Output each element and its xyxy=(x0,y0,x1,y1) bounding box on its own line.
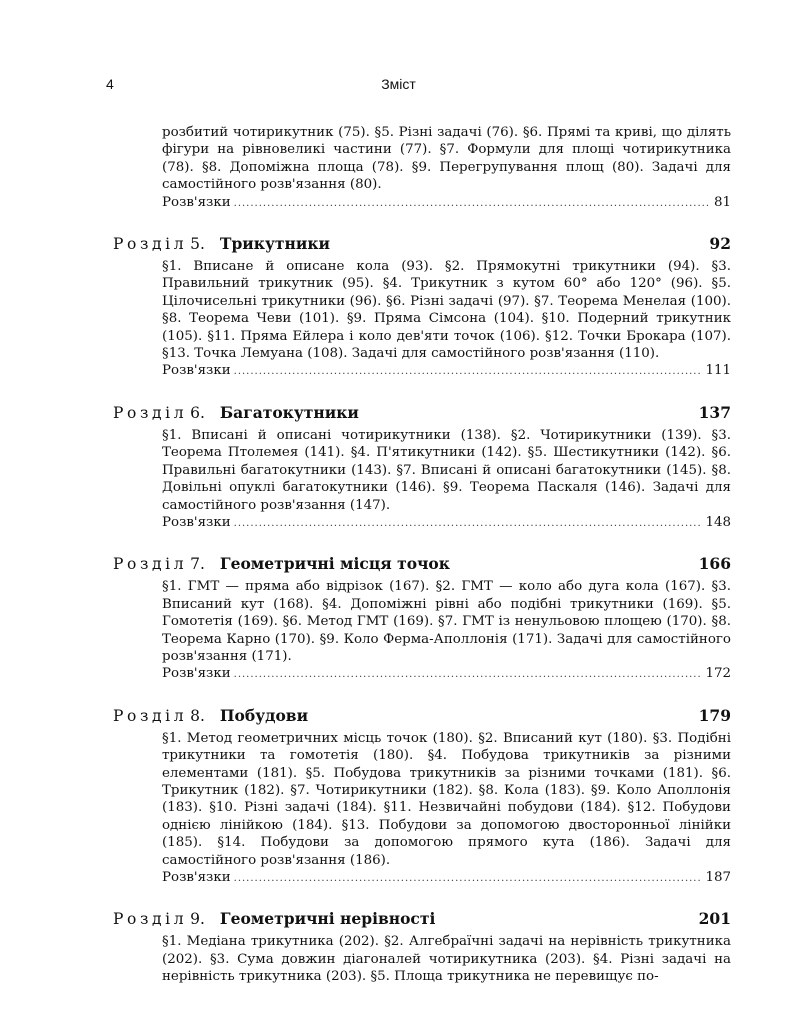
chapter-number: 9. xyxy=(190,910,205,929)
chapter-title: Геометричні нерівності xyxy=(219,909,436,929)
solutions-page: 172 xyxy=(705,666,731,682)
running-title: Зміст xyxy=(381,76,416,92)
chapter-number: 5. xyxy=(190,235,205,254)
chapter-8 xyxy=(113,706,731,888)
dot-leader xyxy=(234,195,711,212)
chapter-6 xyxy=(113,403,731,532)
chapter-heading xyxy=(113,403,731,427)
dot-leader xyxy=(234,363,703,380)
chapter-number: 6. xyxy=(190,403,205,422)
chapter-number: 7. xyxy=(190,555,205,574)
chapter-7 xyxy=(113,554,731,683)
solutions-label: Розв'язки xyxy=(162,666,231,682)
chapter-sections: §1. ГМТ — пряма або відрізок (167). §2. ГМТ — коло або дуга кола (167). §3. Вписаний кут (168). §4. Допоміжні рівні або подібні трикутники (169). §5. Гомотетія (169). §6. Метод ГМТ (169). §7. ГМТ із ненульовою площею (170). §8. Теорема Карно (170). §9. Коло Ферма-Аполлонія (171). Задачі для самостійного розв'язання (171). xyxy=(162,579,731,664)
chapter-title: Багатокутники xyxy=(219,402,359,422)
dot-leader xyxy=(234,870,703,887)
chapter-page: 137 xyxy=(698,402,731,422)
solutions-page: 111 xyxy=(705,363,731,379)
solutions-entry xyxy=(162,869,731,887)
chapter-title: Трикутники xyxy=(219,234,331,254)
chapter-word: Розділ xyxy=(113,555,188,574)
chapter-word: Розділ xyxy=(113,706,188,725)
chapter-sections: §1. Вписані й описані чотирикутники (138). §2. Чотирикутники (139). §3. Теорема Птолемея (141). §4. П'ятикутники (142). §5. Шестикутники (142). §6. Правильні багатокутники (143). §7. Вписані й описані багатокутники (145). §8. Довільні опуклі багатокутники (146). §9. Теорема Паскаля (146). Задачі для самостійного розв'язання (147). xyxy=(162,427,731,513)
chapter-heading xyxy=(113,706,731,730)
solutions-label: Розв'язки xyxy=(162,870,231,885)
solutions-entry xyxy=(162,362,731,380)
chapter-heading xyxy=(113,234,731,258)
page-number: 4 xyxy=(106,76,114,92)
chapter-word: Розділ xyxy=(113,910,188,929)
chapter-page: 166 xyxy=(698,554,731,574)
solutions-page: 187 xyxy=(705,870,731,885)
chapter-page: 201 xyxy=(698,909,731,929)
chapter-sections: §1. Вписане й описане кола (93). §2. Прямокутні трикутники (94). §3. Правильний трикутник (95). §4. Трикутник з кутом 60° або 120° (96). §5. Цілочисельні трикутники (96). §6. Різні задачі (97). §7. Теорема Менелая (100). §8. Теорема Чеви (101). §9. Пряма Сімсона (104). §10. Подерний трикутник (105). §11. Пряма Ейлера і коло дев'яти точок (106). §12. Точки Брокара (107). §13. Точка Лемуана (108). Задачі для самостійного розв'язання (110). xyxy=(162,259,731,362)
chapter-sections: §1. Метод геометричних місць точок (180). §2. Вписаний кут (180). §3. Подібні трикутники та гомотетія (180). §4. Побудова трикутників за різними елементами (181). §5. Побудова трикутників за різними точками (181). §6. Трикутник (182). §7. Чотирикутники (182). §8. Кола (183). §9. Коло Аполлонія (183). §10. Різні задачі (184). §11. Незвичайні побудови (184). §12. Побудови однією лінійкою (184). §13. Побудови за допомогою двосторонньої лінійки (185). §14. Побудови за допомогою прямого кута (186). Задачі для самостійного розв'язання (186). xyxy=(162,730,731,868)
chapter-title: Геометричні місця точок xyxy=(219,554,450,574)
chapter-word: Розділ xyxy=(113,403,188,422)
chapter-title: Побудови xyxy=(219,705,309,725)
chapter-heading xyxy=(113,909,731,933)
dot-leader xyxy=(234,515,703,532)
solutions-label: Розв'язки xyxy=(162,194,231,210)
table-of-contents xyxy=(113,124,731,986)
chapter-9 xyxy=(113,909,731,985)
chapter-number: 8. xyxy=(190,706,205,725)
solutions-entry xyxy=(162,194,731,212)
chapter-heading xyxy=(113,554,731,578)
chapter-page: 179 xyxy=(698,705,731,725)
chapter-page: 92 xyxy=(709,234,731,254)
intro-text: розбитий чотирикутник (75). §5. Різні задачі (76). §6. Прямі та криві, що ділять фігури на рівновеликі частини (77). §7. Формули для площі чотирикутника (78). §8. Допоміжна площа (78). §9. Перегрупування площ (80). Задачі для самостійного розв'язання (80). xyxy=(162,125,731,193)
solutions-entry xyxy=(162,665,731,683)
solutions-label: Розв'язки xyxy=(162,514,231,530)
dot-leader xyxy=(234,666,703,683)
solutions-page: 148 xyxy=(705,514,731,530)
solutions-page: 81 xyxy=(713,194,731,210)
solutions-entry xyxy=(162,514,731,532)
solutions-label: Розв'язки xyxy=(162,363,231,379)
chapter-word: Розділ xyxy=(113,235,188,254)
chapter-sections: §1. Медіана трикутника (202). §2. Алгебраїчні задачі на нерівність трикутника (202). §3. Сума довжин діагоналей чотирикутника (203). §4. Різні задачі на нерівність трикутника (203). §5. Площа трикутника не перевищує по- xyxy=(162,934,731,985)
chapter-5 xyxy=(113,234,731,381)
